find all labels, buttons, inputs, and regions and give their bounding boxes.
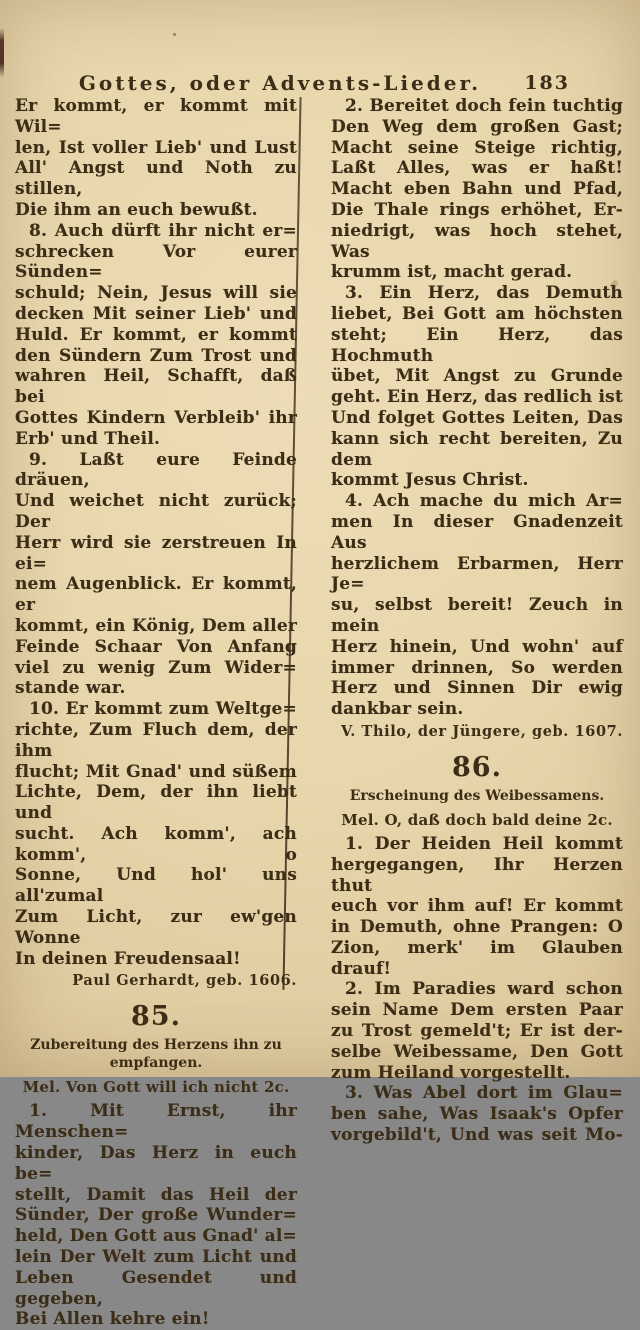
hymn-stanza <box>15 450 297 700</box>
text-line: 2. Im Paradies ward schon <box>345 979 623 1000</box>
text-line: wahren Heil, Schafft, daß bei <box>15 366 297 408</box>
text-line: niedrigt, was hoch stehet, Was <box>331 220 623 262</box>
text-line: 3. Was Abel dort im Glau= <box>345 1083 623 1104</box>
text-line: sein Name Dem ersten Paar <box>331 1000 623 1021</box>
text-line: empfangen. <box>109 1055 203 1072</box>
hymn-stanza <box>15 221 297 450</box>
text-line: kommt, ein König, Dem aller <box>15 615 297 636</box>
text-line: Sünder, Der große Wunder= <box>15 1205 297 1226</box>
hymn-subtitle <box>15 1036 297 1072</box>
text-line: selbe Weibessame, Den Gott <box>331 1041 623 1062</box>
text-line: held, Den Gott aus Gnad' al= <box>15 1226 297 1247</box>
text-line: in Demuth, ohne Prangen: O <box>331 917 623 938</box>
text-line: Er kommt, er kommt mit Wil= <box>15 96 297 137</box>
hymn-stanza <box>331 96 623 283</box>
text-line: nem Augenblick. Er kommt, er <box>15 574 297 616</box>
text-line: hergegangen, Ihr Herzen thut <box>331 854 623 896</box>
text-line: Gottes Kindern Verbleib' ihr <box>15 407 297 428</box>
melody-reference: Mel. Von Gott will ich nicht 2c. <box>22 1078 290 1097</box>
text-line: Erscheinung des Weibessamens. <box>349 787 605 804</box>
melody-reference: Mel. O, daß doch bald deine 2c. <box>341 810 613 829</box>
left-column <box>15 96 297 1330</box>
text-line: Feinde Schaar Von Anfang <box>15 636 297 657</box>
text-line: Macht eben Bahn und Pfad, <box>331 179 623 200</box>
text-line: men In dieser Gnadenzeit Aus <box>331 511 623 553</box>
hymn-stanza <box>15 699 297 969</box>
text-line: steht; Ein Herz, das Hochmuth <box>331 324 623 366</box>
text-line: 2. Bereitet doch fein tuchtig <box>345 96 623 116</box>
hymn-number: 85. <box>131 1001 181 1033</box>
right-column <box>331 96 623 1146</box>
text-line: richte, Zum Fluch dem, der ihm <box>15 719 297 761</box>
text-line: übet, Mit Angst zu Grunde <box>331 366 623 387</box>
text-line: Die Thale rings erhöhet, Er- <box>331 199 623 220</box>
text-line: den Sündern Zum Trost und <box>15 345 297 366</box>
text-line: Macht seine Steige richtig, <box>331 137 623 158</box>
text-line: krumm ist, macht gerad. <box>331 262 573 283</box>
text-line: 1. Der Heiden Heil kommt <box>345 833 623 854</box>
text-line: schrecken Vor eurer Sünden= <box>15 241 297 283</box>
text-line: Und weichet nicht zurück; Der <box>15 491 297 532</box>
text-line: Und folget Gottes Leiten, Das <box>331 407 623 428</box>
text-line: Zion, merk' im Glauben drauf! <box>331 937 623 979</box>
text-line: stande war. <box>15 678 126 699</box>
author-attribution: V. Thilo, der Jüngere, geb. 1607. <box>340 722 623 740</box>
hymn-stanza <box>331 283 623 491</box>
text-line: kinder, Das Herz in euch be= <box>15 1143 297 1184</box>
hymn-stanza <box>331 834 623 980</box>
text-line: Huld. Er kommt, er kommt <box>15 324 297 345</box>
text-line: immer drinnen, So werden <box>331 657 623 678</box>
hymn-stanza <box>331 1083 623 1145</box>
page-header <box>14 71 624 97</box>
hymn-stanza <box>15 1101 297 1330</box>
hymn-stanza <box>331 979 623 1083</box>
hymn-stanza <box>15 96 297 221</box>
text-line: lein Der Welt zum Licht und <box>15 1247 297 1268</box>
text-line: Laßt Alles, was er haßt! <box>331 158 623 179</box>
hymn-number: 86. <box>452 751 502 783</box>
text-line: kommt Jesus Christ. <box>331 470 529 491</box>
text-line: Sonne, Und hol' uns all'zumal <box>15 865 297 907</box>
text-line: 8. Auch dürft ihr nicht er= <box>29 220 297 241</box>
page-number: 183 <box>524 72 570 94</box>
section-title: Gottes, oder Advents-Lieder. <box>78 71 482 95</box>
text-line: vorgebild't, Und was seit Mo- <box>331 1125 623 1146</box>
text-line: len, Ist voller Lieb' und Lust <box>15 137 297 158</box>
text-line: 9. Laßt eure Feinde dräuen, <box>15 449 297 491</box>
text-line: dankbar sein. <box>331 699 464 720</box>
text-line: Den Weg dem großen Gast; <box>331 116 623 137</box>
author-attribution: Paul Gerhardt, geb. 1606. <box>72 972 297 990</box>
text-line: euch vor ihm auf! Er kommt <box>331 896 623 917</box>
text-line: herzlichem Erbarmen, Herr Je= <box>331 553 623 595</box>
text-line: flucht; Mit Gnad' und süßem <box>15 761 297 782</box>
text-line: Lichte, Dem, der ihn liebt und <box>15 782 297 824</box>
scan-edge-artifact <box>0 28 4 78</box>
text-line: All' Angst und Noth zu stillen, <box>15 158 297 200</box>
text-line: Leben Gesendet und gegeben, <box>15 1267 297 1309</box>
text-line: decken Mit seiner Lieb' und <box>15 303 297 324</box>
text-line: In deinen Freudensaal! <box>15 948 241 969</box>
text-line: 10. Er kommt zum Weltge= <box>29 699 297 720</box>
text-line: Herz und Sinnen Dir ewig <box>331 678 623 699</box>
text-line: geht. Ein Herz, das redlich ist <box>331 387 623 408</box>
text-line: liebet, Bei Gott am höchsten <box>331 303 623 324</box>
text-line: kann sich recht bereiten, Zu dem <box>331 428 623 470</box>
text-line: ben sahe, Was Isaak's Opfer <box>331 1104 623 1125</box>
text-line: viel zu wenig Zum Wider= <box>15 657 297 678</box>
text-line: Die ihm an euch bewußt. <box>15 199 258 220</box>
text-line: 1. Mit Ernst, ihr Menschen= <box>15 1101 297 1143</box>
text-line: sucht. Ach komm', ach komm', o <box>15 823 297 865</box>
text-line: zum Heiland vorgestellt. <box>331 1062 571 1083</box>
text-line: Herr wird sie zerstreuen In ei= <box>15 532 297 574</box>
text-line: Zum Licht, zur ew'gen Wonne <box>15 907 297 948</box>
text-line: Zubereitung des Herzens ihn zu <box>30 1037 282 1054</box>
text-line: schuld; Nein, Jesus will sie <box>15 283 297 304</box>
text-line: zu Trost gemeld't; Er ist der- <box>331 1021 623 1042</box>
text-line: 3. Ein Herz, das Demuth <box>345 283 623 304</box>
hymn-stanza <box>331 491 623 720</box>
text-line: Herz hinein, Und wohn' auf <box>331 636 623 657</box>
hymn-subtitle <box>331 787 623 805</box>
paper-speck <box>173 33 176 36</box>
text-line: 4. Ach mache du mich Ar= <box>345 491 623 512</box>
text-line: Erb' und Theil. <box>15 428 161 449</box>
text-line: Bei Allen kehre ein! <box>15 1309 210 1330</box>
text-line: su, selbst bereit! Zeuch in mein <box>331 595 623 636</box>
text-line: stellt, Damit das Heil der <box>15 1184 297 1205</box>
